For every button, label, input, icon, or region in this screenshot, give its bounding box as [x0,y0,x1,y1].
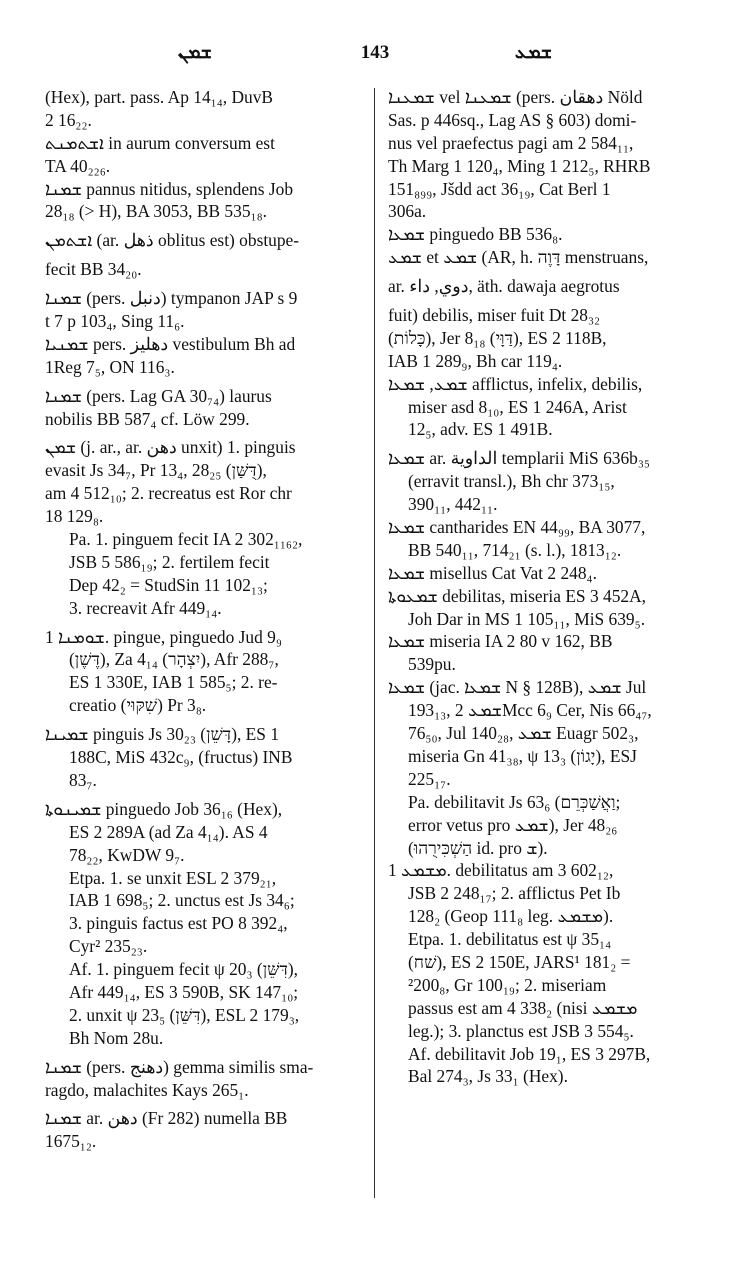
entry-line: leg.); 3. planctus est JSB 3 554₅. [408,1020,634,1041]
entry-line: ܫܡܥܐ miseria IA 2 80 v 162, BB [388,631,613,652]
entry-line: 2. unxit ψ 23₅ (דִּשֵּׁן), ESL 2 179₃, [69,1004,300,1025]
entry-line: (דֶּשֶׁן), Za 4₁₄ (יִצְהָר), Afr 288₇, [69,649,279,670]
right-running-headword: ܫܡܥ [514,42,552,63]
entry-line: ܫܡܝܢܘܬܐ pinguedo Job 36₁₆ (Hex), [45,798,283,819]
entry-line: ܫܡܥܘܬܐ debilitas, miseria ES 3 452A, [388,585,646,606]
entry-line: ²200₈, Gr 100₁₉; 2. miseriam [408,974,607,995]
entry-line: ܫܡܥܐ ar. الداوية templarii MiS 636b₃₅ [388,448,650,469]
entry-line: ar. دوي, داء, äth. dawaja aegrotus [388,276,620,297]
entry-line: TA 40₂₂₆. [45,155,111,176]
entry-line: 12₅, adv. ES 1 491B. [408,419,553,440]
entry-line: 390₁₁, 442₁₁. [408,494,498,515]
entry-line: 1Reg 7₅, ON 116₃. [45,356,175,377]
entry-line: ܫܡܢܐ (pers. Lag GA 30₇₄) laurus [45,385,272,406]
entry-line: Th Marg 1 120₄, Ming 1 212₅, RHRB [388,155,651,176]
entry-line: miser asd 8₁₀, ES 1 246A, Arist [408,396,627,417]
entry-line: creatio (שִׁקּוּי) Pr 3₈. [69,695,207,716]
entry-line: error vetus pro ܫܡܥ), Jer 48₂₆ [408,814,618,835]
entry-line: (שׁח), ES 2 150E, JARS¹ 181₂ = [408,951,631,972]
entry-line: 18 129₈. [45,506,104,527]
entry-line: Joh Dar in MS 1 105₁₁, MiS 639₅. [408,608,646,629]
page-number: 143 [360,42,390,63]
entry-line: ܫܡܥܢܐ vel ܫܡܥܢܐ (pers. دهقان Nöld [388,87,643,107]
entry-line: nus vel praefectus pagi am 2 584₁₁, [388,132,634,153]
entry-line: 128₂ (Geop 111₈ leg. ܡܫܡܥ). [408,906,614,927]
entry-line: 76₅₀, Jul 140₂₈, ܫܡܥ Euagr 502₃, [408,723,639,744]
entry-line: ܫܡܥ, ܫܡܥܐ afflictus, infelix, debilis, [388,373,643,394]
entry-line: fecit BB 34₂₀. [45,259,142,280]
entry-line: 306a. [388,201,427,222]
entry-line: Af. 1. pinguem fecit ψ 20₃ (דִּשֵּׁן), [69,959,298,980]
entry-line: Af. debilitavit Job 19₁, ES 3 297B, [408,1043,651,1064]
entry-line: 2 16₂₂. [45,109,92,130]
entry-line: Etpa. 1. debilitatus est ψ 35₁₄ [408,929,612,950]
entry-line: ܫܡܝܢܐ pinguis Js 30₂₃ (דָּשֵׁן), ES 1 [45,724,280,745]
entry-line: ܫܡܢܐ pannus nitidus, splendens Job [45,178,294,199]
entry-line: ES 1 330E, IAB 1 585₅; 2. re- [69,672,278,693]
entry-line: ܫܡܥ et ܫܡܥ (AR, h. דָּוֶה menstruans, [388,247,649,268]
entry-line: 3. recreavit Afr 449₁₄. [69,597,222,618]
entry-line: Pa. debilitavit Js 63₆ (וַאֲשַׁכְּרֵם; [408,791,621,812]
entry-line: ragdo, malachites Kays 265₁. [45,1079,249,1100]
column-divider [374,88,375,1198]
entry-line: ES 2 289A (ad Za 4₁₄). AS 4 [69,821,268,842]
entry-line: ܫܡܥܐ cantharides EN 44₉₉, BA 3077, [388,517,646,538]
entry-line: ܐܫܬܡܢ (ar. ذهل oblitus est) obstupe- [45,230,300,251]
entry-line: IAB 1 289₉, Bh car 119₄. [388,350,563,371]
entry-line: Etpa. 1. se unxit ESL 2 379₂₁, [69,867,277,888]
entry-line: 188C, MiS 432c₉, (fructus) INB [69,747,293,768]
entry-line: Afr 449₁₄, ES 3 590B, SK 147₁₀; [69,981,299,1002]
entry-line: 83₇. [69,769,97,790]
left-running-headword: ܫܡܢ [178,42,212,63]
entry-line: 151₈₉₉, Jšdd act 36₁₉, Cat Berl 1 [388,178,611,199]
entry-line: 3. pinguis factus est PO 8 392₄, [69,913,288,934]
entry-line: passus est am 4 338₂ (nisi ܡܫܡܥ [408,997,638,1018]
entry-line: 225₁₇. [408,768,451,789]
entry-line: ܫܡܢ (j. ar., ar. دهن unxit) 1. pinguis [45,437,296,458]
entry-line: evasit Js 34₇, Pr 13₄, 28₂₅ (דֻּשַּׁן), [45,460,267,481]
entry-line: ܫܘܡܢܐ 1. pingue, pinguedo Jud 9₉ [45,626,282,647]
entry-line: IAB 1 698₅; 2. unctus est Js 34₆; [69,890,295,911]
entry-line: ܫܡܥܐ pinguedo BB 536₈. [388,224,563,245]
entry-line: Cyr² 235₂₃. [69,936,148,957]
page-header [40,42,710,72]
entry-line: ܫܡܥܐ misellus Cat Vat 2 248₄. [388,562,597,583]
right-column [388,86,710,1088]
entry-line: Dep 42₂ = StudSin 11 102₁₃; [69,574,268,595]
entry-line: Bal 274₃, Js 33₁ (Hex). [408,1066,568,1087]
entry-line: BB 540₁₁, 714₂₁ (s. l.), 1813₁₂. [408,539,622,560]
entry-line: ܫܡܥܐ (jac. ܫܡܥܐ N § 128B), ܫܡܥ Jul [388,677,647,698]
entry-line: fuit) debilis, miser fuit Dt 28₃₂ [388,305,601,326]
entry-line: Sas. p 446sq., Lag AS § 603) domi- [388,109,637,130]
entry-line: ܫܡܢܐ (pers. دنبل) tympanon JAP s 9 [45,288,298,309]
entry-line: (Hex), part. pass. Ap 14₁₄, DuvB [45,87,274,107]
entry-line: miseria Gn 41₃₈, ψ 13₃ (יָגוֹן), ESJ [408,745,637,766]
entry-line: 193₁₃, ܫܡܥ 2Mcc 6₉ Cer, Nis 66₄₇, [408,700,652,721]
entry-line: (הַשְׁכִּירֻהוּ id. pro ܫ). [408,837,548,858]
entry-line: JSB 2 248₁₇; 2. afflictus Pet Ib [408,883,621,904]
entry-line: ܡܫܡܥ 1. debilitatus am 3 602₁₂, [388,860,614,881]
entry-line: (כָּלוֹת), Jer 8₁₈ (דַּוָּי), ES 2 118B, [388,327,607,348]
entry-line: ܐܫܬܡܢܬ in aurum conversum est [45,132,275,153]
entry-line: ܫܡܢܐ ar. دهن (Fr 282) numella BB [45,1108,288,1129]
entry-line: nobilis BB 587₄ cf. Löw 299. [45,408,250,429]
entry-line: t 7 p 103₄, Sing 11₆. [45,311,185,332]
entry-line: 78₂₂, KwDW 9₇. [69,844,185,865]
entry-line: am 4 512₁₀; 2. recreatus est Ror chr [45,483,292,504]
entry-line: (erravit transl.), Bh chr 373₁₅, [408,471,615,492]
entry-line: 539pu. [408,654,456,675]
entry-line: 28₁₈ (> H), BA 3053, BB 535₁₈. [45,201,267,222]
entry-line: ܫܡܢܝܐ pers. دهليز vestibulum Bh ad [45,333,296,354]
entry-line: Pa. 1. pinguem fecit IA 2 302₁₁₆₂, [69,529,303,550]
entry-line: ܫܡܢܐ (pers. دهنج) gemma similis sma- [45,1056,314,1077]
entry-line: JSB 5 586₁₉; 2. fertilem fecit [69,551,270,572]
left-column [45,86,363,1153]
entry-line: Bh Nom 28u. [69,1027,164,1048]
entry-line: 1675₁₂. [45,1131,97,1152]
